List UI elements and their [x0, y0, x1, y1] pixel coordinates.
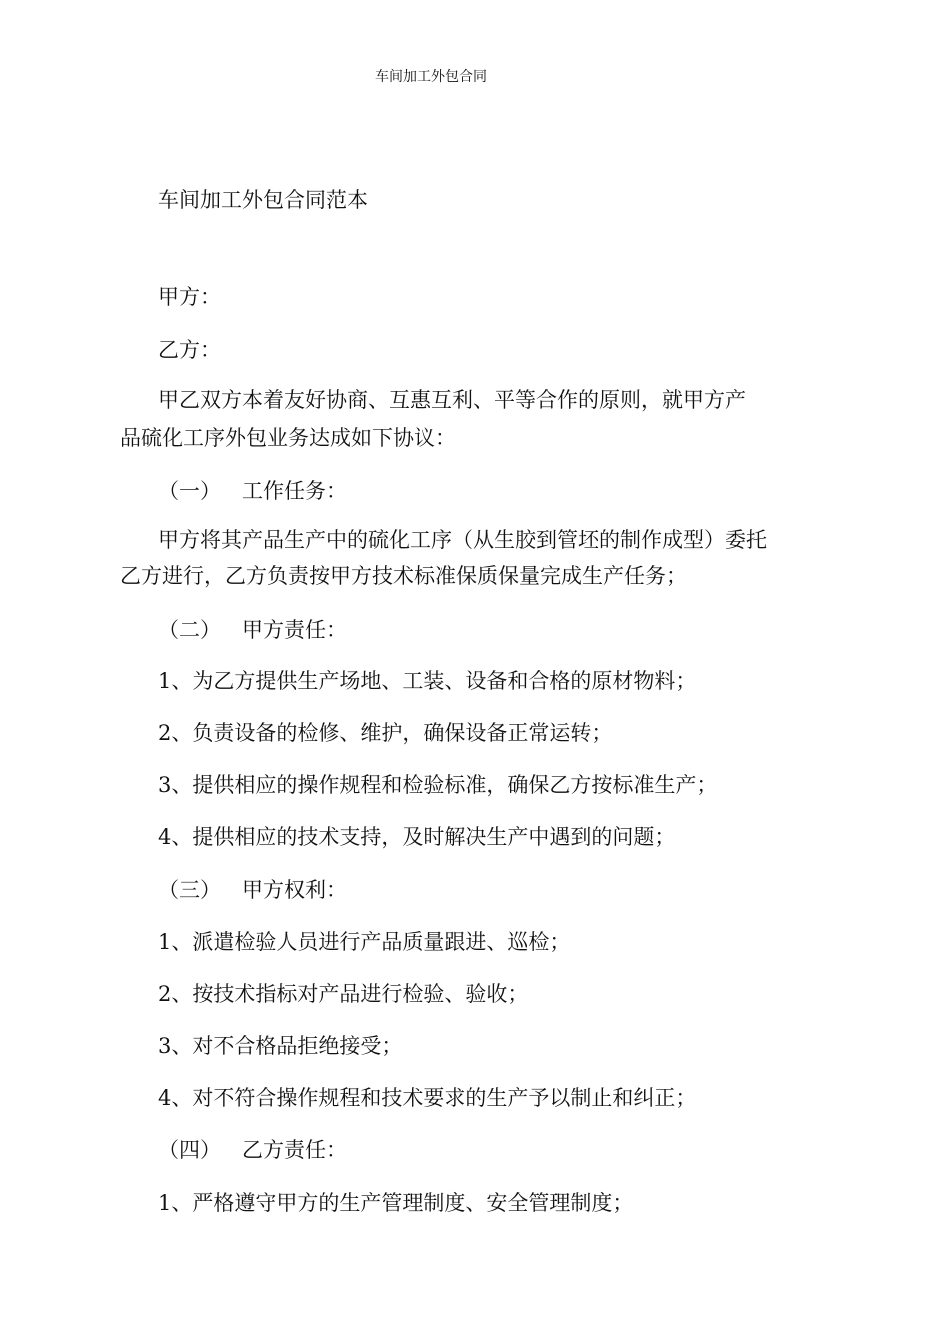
section-title: 乙方责任： — [242, 1138, 347, 1162]
party-a-label: 甲方： — [158, 285, 221, 309]
list-item: 3、对不合格品拒绝接受； — [158, 1034, 403, 1058]
section-heading-2 — [158, 620, 347, 641]
document-title: 车间加工外包合同范本 — [158, 188, 368, 212]
section-number: （三） — [158, 878, 221, 902]
party-b-label: 乙方： — [158, 338, 221, 362]
running-header: 车间加工外包合同 — [375, 69, 487, 85]
section-heading-3 — [158, 880, 347, 901]
section-number: （一） — [158, 479, 221, 503]
section-heading-4 — [158, 1140, 347, 1161]
list-item: 1、严格遵守甲方的生产管理制度、安全管理制度； — [158, 1191, 634, 1215]
list-item: 1、为乙方提供生产场地、工装、设备和合格的原材物料； — [158, 669, 697, 693]
section-1-text-line-1: 甲方将其产品生产中的硫化工序（从生胶到管坯的制作成型）委托 — [158, 528, 767, 552]
section-title: 工作任务： — [242, 479, 347, 503]
list-item: 4、对不符合操作规程和技术要求的生产予以制止和纠正； — [158, 1086, 697, 1110]
list-item: 2、按技术指标对产品进行检验、验收； — [158, 982, 529, 1006]
list-item: 2、负责设备的检修、维护，确保设备正常运转； — [158, 721, 613, 745]
section-number: （四） — [158, 1138, 221, 1162]
intro-line-2: 品硫化工序外包业务达成如下协议： — [120, 426, 456, 450]
section-heading-1 — [158, 481, 347, 502]
list-item: 1、派遣检验人员进行产品质量跟进、巡检； — [158, 930, 571, 954]
section-title: 甲方权利： — [242, 878, 347, 902]
section-title: 甲方责任： — [242, 618, 347, 642]
list-item: 4、提供相应的技术支持，及时解决生产中遇到的问题； — [158, 825, 676, 849]
section-number: （二） — [158, 618, 221, 642]
intro-line-1: 甲乙双方本着友好协商、互惠互利、平等合作的原则，就甲方产 — [158, 388, 746, 412]
section-1-text-line-2: 乙方进行，乙方负责按甲方技术标准保质保量完成生产任务； — [120, 564, 687, 588]
list-item: 3、提供相应的操作规程和检验标准，确保乙方按标准生产； — [158, 773, 718, 797]
